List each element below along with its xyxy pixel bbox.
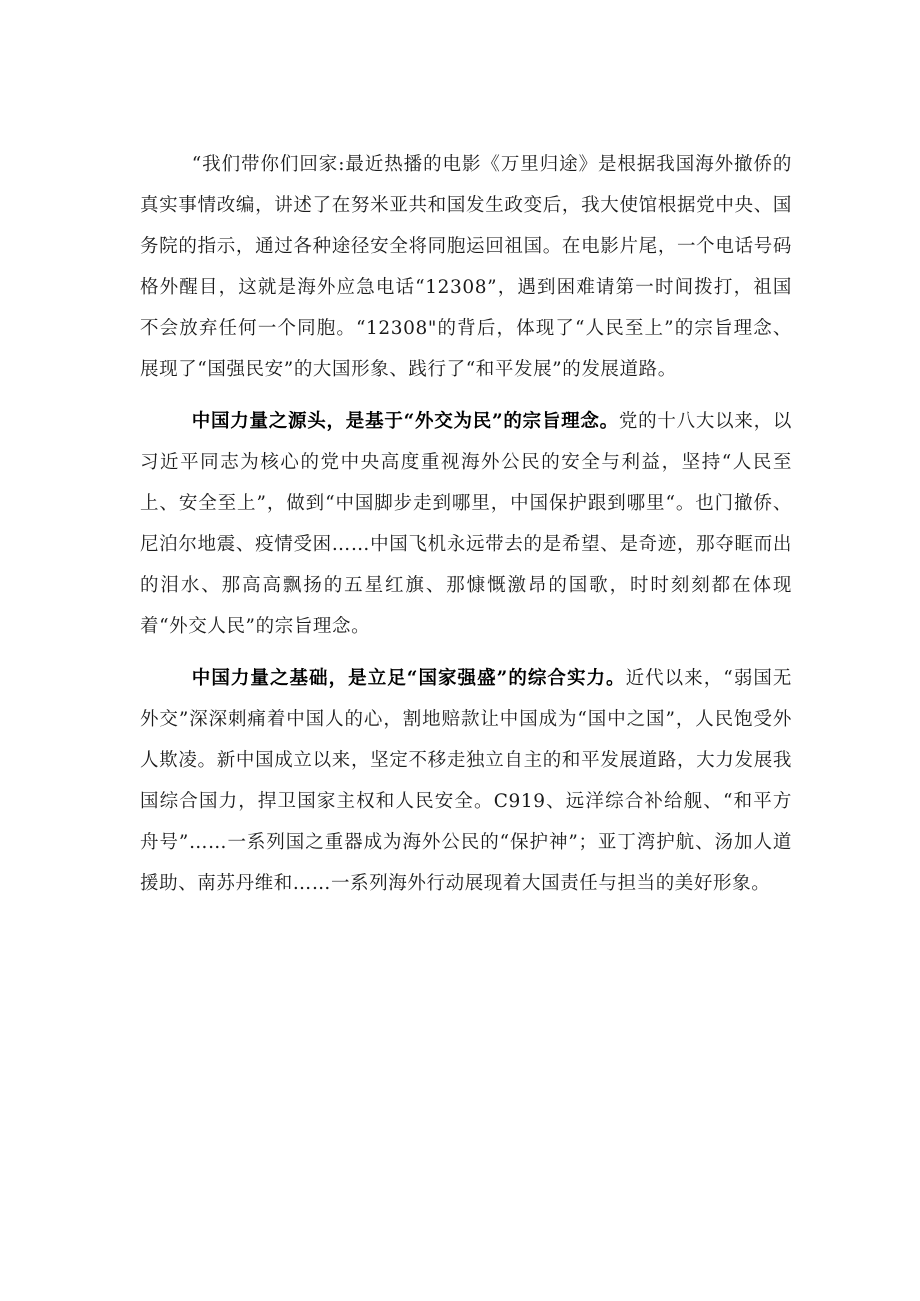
- paragraph-lead: 中国力量之源头，是基于“外交为民”的宗旨理念。: [191, 411, 619, 432]
- paragraph-source: [140, 401, 792, 647]
- paragraph-text: 党的十八大以来，以习近平同志为核心的党中央高度重视海外公民的安全与利益，坚持“人民至上、安全至上”，做到“中国脚步走到哪里，中国保护跟到哪里“。也门撤侨、尼泊尔地震、疫情受困……中国飞机永远带去的是希望、是奇迹，那夺眶而出的泪水、那高高飘扬的五星红旗、那慷慨激昂的国歌，时时刻刻都在体现着“外交人民”的宗旨理念。: [140, 411, 792, 637]
- paragraph-text: “我们带你们回家:最近热播的电影《万里归途》是根据我国海外撤侨的真实事情改编，讲述了在努米亚共和国发生政变后，我大使馆根据党中央、国务院的指示，通过各种途径安全将同胞运回祖国。在电影片尾，一个电话号码格外醒目，这就是海外应急电话“12308”，遇到困难请第一时间拨打，祖国不会放弃任何一个同胞。“12308"的背后，体现了“人民至上”的宗旨理念、展现了“国强民安”的大国形象、践行了“和平发展”的发展道路。: [140, 154, 792, 380]
- paragraph-foundation: [140, 658, 792, 904]
- paragraph-lead: 中国力量之基础，是立足“国家强盛”的综合实力。: [191, 668, 626, 689]
- paragraph-text: 近代以来，“弱国无外交”深深刺痛着中国人的心，割地赔款让中国成为“国中之国”，人民饱受外人欺凌。新中国成立以来，坚定不移走独立自主的和平发展道路，大力发展我国综合国力，捍卫国家主权和人民安全。C919、远洋综合补给舰、“和平方舟号”……一系列国之重器成为海外公民的“保护神”；亚丁湾护航、汤加人道援助、南苏丹维和……一系列海外行动展现着大国责任与担当的美好形象。: [140, 668, 793, 894]
- paragraph-intro: [140, 144, 792, 390]
- document-body: [140, 144, 792, 904]
